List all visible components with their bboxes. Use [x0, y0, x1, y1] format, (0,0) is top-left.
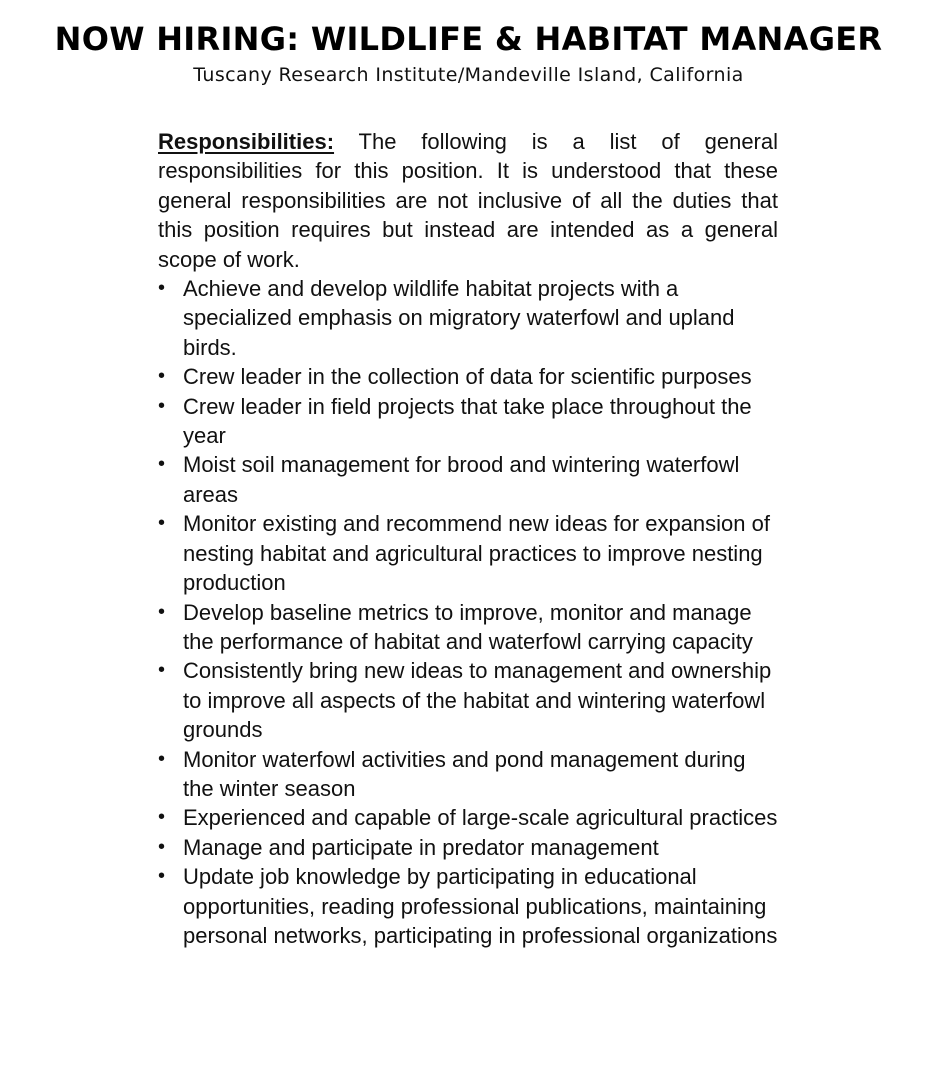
list-item [158, 274, 778, 362]
list-item-text: Crew leader in field projects that take place throughout the year [183, 393, 752, 449]
responsibilities-intro-paragraph [158, 127, 778, 274]
list-item-text: Manage and participate in predator management [183, 834, 659, 860]
bullet-icon: • [158, 365, 166, 388]
list-item [158, 392, 778, 451]
responsibilities-intro-text: The following is a list of general responsibilities for this position. It is understood that these general responsibilities are not inclusive of all the duties that this position requires but instead are intended as a general scope of work. [158, 129, 779, 272]
bullet-icon: • [158, 453, 166, 476]
bullet-icon: • [158, 806, 166, 829]
list-item [158, 362, 778, 391]
list-item [158, 598, 778, 657]
list-item [158, 745, 778, 804]
bullet-icon: • [158, 277, 166, 300]
list-item-text: Consistently bring new ideas to management and ownership to improve all aspects of the habitat and wintering waterfowl grounds [183, 658, 772, 743]
list-item-text: Experienced and capable of large-scale agricultural practices [183, 805, 778, 831]
bullet-icon: • [158, 600, 166, 623]
list-item [158, 656, 778, 744]
list-item [158, 509, 778, 597]
bullet-icon: • [158, 747, 166, 770]
responsibilities-section [158, 127, 778, 950]
list-item-text: Monitor waterfowl activities and pond management during the winter season [183, 746, 746, 801]
list-item-text: Develop baseline metrics to improve, monitor and manage the performance of habitat and waterfowl carrying capacity [183, 599, 753, 654]
list-item-text: Monitor existing and recommend new ideas for expansion of nesting habitat and agricultural practices to improve nesting production [183, 511, 770, 596]
list-item [158, 803, 778, 832]
list-item-text: Update job knowledge by participating in educational opportunities, reading professional publications, maintaining personal networks, participating in professional organizations [183, 864, 778, 948]
list-item [158, 450, 778, 509]
organization-location: Tuscany Research Institute/Mandeville Island, California [193, 64, 744, 86]
bullet-icon: • [158, 835, 166, 858]
bullet-icon: • [158, 512, 166, 535]
list-item [158, 833, 778, 862]
list-item-text: Moist soil management for brood and wintering waterfowl areas [183, 452, 740, 507]
responsibilities-heading: Responsibilities: [158, 129, 335, 154]
page-title: NOW HIRING: WILDLIFE & HABITAT MANAGER [54, 20, 883, 58]
list-item-text: Achieve and develop wildlife habitat projects with a specialized emphasis on migratory waterfowl and upland birds. [183, 276, 735, 360]
responsibilities-list [158, 274, 778, 950]
bullet-icon: • [158, 394, 166, 417]
list-item [158, 862, 778, 950]
bullet-icon: • [158, 865, 166, 888]
bullet-icon: • [158, 659, 166, 682]
list-item-text: Crew leader in the collection of data for scientific purposes [183, 364, 752, 390]
